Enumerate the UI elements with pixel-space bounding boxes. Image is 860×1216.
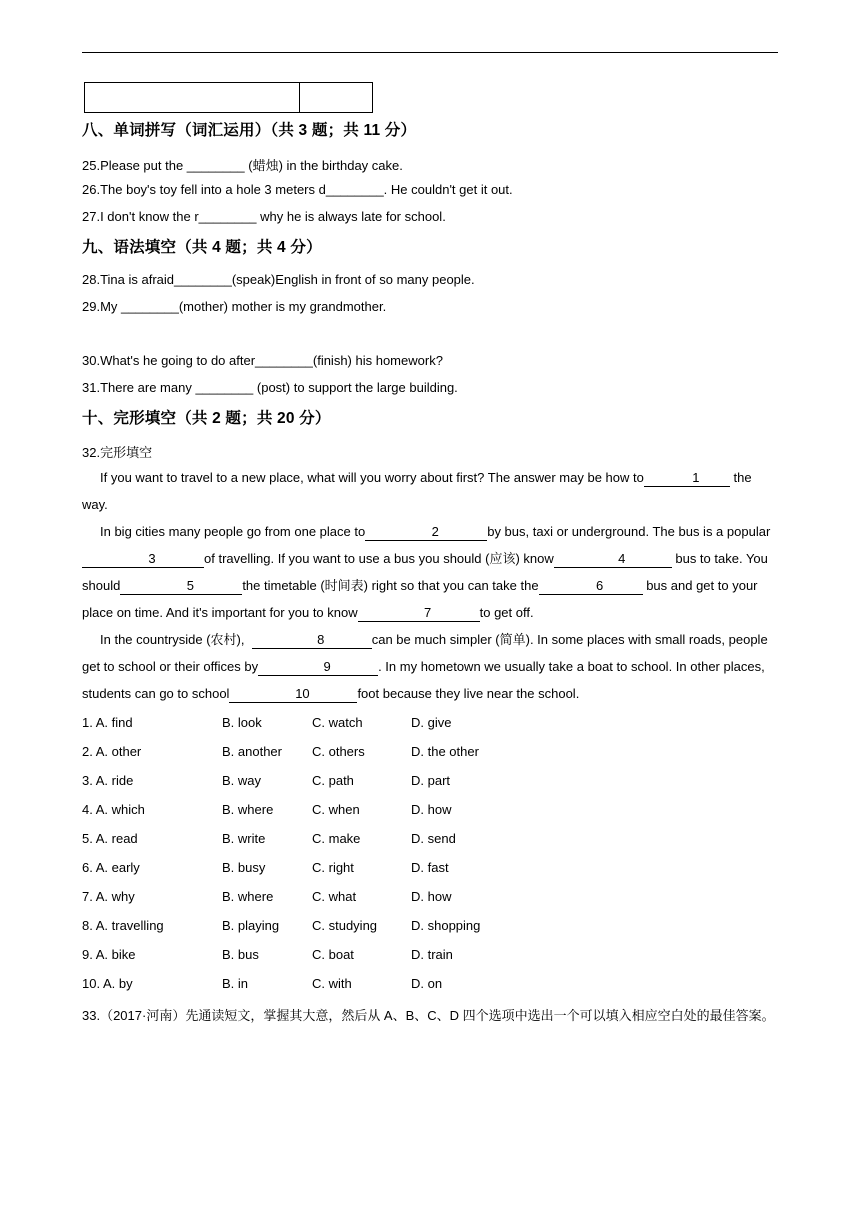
blank-2: 2	[365, 524, 487, 541]
passage-paragraph-2	[82, 518, 779, 626]
option-c[interactable]: C. right	[312, 860, 354, 875]
option-a[interactable]: 4. A. which	[82, 802, 145, 817]
option-c[interactable]: C. when	[312, 802, 360, 817]
section-9-heading: 九、语法填空（共 4 题；共 4 分）	[82, 239, 322, 256]
passage-text: can be much simpler (简单). In some places with small roads, people get to school or their offices by	[82, 632, 768, 674]
option-row-1	[82, 715, 582, 733]
option-row-7	[82, 889, 582, 907]
option-d[interactable]: D. fast	[411, 860, 449, 875]
option-d[interactable]: D. shopping	[411, 918, 481, 933]
option-c[interactable]: C. what	[312, 889, 357, 904]
option-row-4	[82, 802, 582, 820]
question-28: 28.Tina is afraid________(speak)English in front of so many people.	[82, 272, 475, 287]
blank-3: 3	[82, 551, 204, 568]
option-a[interactable]: 6. A. early	[82, 860, 140, 875]
option-d[interactable]: D. on	[411, 976, 443, 991]
option-c[interactable]: C. others	[312, 744, 365, 759]
score-table	[84, 82, 373, 113]
option-a[interactable]: 2. A. other	[82, 744, 142, 759]
option-c[interactable]: C. make	[312, 831, 361, 846]
option-c[interactable]: C. boat	[312, 947, 354, 962]
passage-paragraph-1	[82, 464, 779, 518]
question-32-title: 32.完形填空	[82, 445, 153, 460]
blank-8: 8	[252, 632, 372, 649]
option-c[interactable]: C. with	[312, 976, 352, 991]
passage-text: the timetable (时间表) right so that you can take the	[242, 578, 539, 593]
option-b[interactable]: B. where	[222, 889, 274, 904]
option-row-6	[82, 860, 582, 878]
header-rule	[82, 52, 778, 53]
passage-text: to get off.	[479, 605, 534, 620]
option-b[interactable]: B. busy	[222, 860, 266, 875]
cloze-passage	[82, 464, 779, 707]
option-d[interactable]: D. part	[411, 773, 451, 788]
option-d[interactable]: D. how	[411, 802, 452, 817]
option-a[interactable]: 5. A. read	[82, 831, 138, 846]
blank-5: 5	[120, 578, 242, 595]
option-d[interactable]: D. give	[411, 715, 452, 730]
question-29: 29.My ________(mother) mother is my grandmother.	[82, 299, 387, 314]
option-a[interactable]: 10. A. by	[82, 976, 133, 991]
option-a[interactable]: 9. A. bike	[82, 947, 136, 962]
option-row-2	[82, 744, 582, 762]
question-26: 26.The boy's toy fell into a hole 3 meters d________. He couldn't get it out.	[82, 182, 513, 197]
passage-paragraph-3	[82, 626, 779, 707]
option-d[interactable]: D. train	[411, 947, 453, 962]
passage-text: foot because they live near the school.	[357, 686, 580, 701]
blank-9: 9	[258, 659, 378, 676]
blank-7: 7	[358, 605, 480, 622]
option-row-10	[82, 976, 582, 994]
passage-text: of travelling. If you want to use a bus you should (应该) know	[204, 551, 554, 566]
option-c[interactable]: C. path	[312, 773, 354, 788]
section-10-heading: 十、完形填空（共 2 题；共 20 分）	[82, 410, 331, 427]
option-a[interactable]: 1. A. find	[82, 715, 133, 730]
option-row-5	[82, 831, 582, 849]
option-row-9	[82, 947, 582, 965]
option-a[interactable]: 7. A. why	[82, 889, 135, 904]
passage-text: In the countryside (农村),	[100, 632, 245, 647]
option-b[interactable]: B. bus	[222, 947, 259, 962]
passage-text: If you want to travel to a new place, what will you worry about first? The answer may be how to	[100, 470, 644, 485]
option-c[interactable]: C. watch	[312, 715, 363, 730]
passage-text: In big cities many people go from one place to	[100, 524, 366, 539]
option-d[interactable]: D. the other	[411, 744, 479, 759]
passage-text: bus and get to your place on time. And it's important for you to know	[82, 578, 758, 620]
blank-6: 6	[539, 578, 643, 595]
option-a[interactable]: 8. A. travelling	[82, 918, 164, 933]
question-31: 31.There are many ________ (post) to support the large building.	[82, 380, 458, 395]
option-b[interactable]: B. way	[222, 773, 262, 788]
option-row-3	[82, 773, 582, 791]
option-b[interactable]: B. write	[222, 831, 266, 846]
option-b[interactable]: B. in	[222, 976, 249, 991]
option-c[interactable]: C. studying	[312, 918, 378, 933]
score-cell-label	[85, 83, 300, 112]
option-b[interactable]: B. playing	[222, 918, 280, 933]
question-27: 27.I don't know the r________ why he is always late for school.	[82, 209, 446, 224]
section-8-heading: 八、单词拼写（词汇运用）（共 3 题；共 11 分）	[82, 122, 417, 139]
question-25: 25.Please put the ________ (蜡烛) in the birthday cake.	[82, 158, 403, 173]
option-b[interactable]: B. look	[222, 715, 262, 730]
option-d[interactable]: D. how	[411, 889, 452, 904]
score-cell-value	[300, 83, 372, 112]
blank-1: 1	[644, 470, 730, 487]
passage-text: . In my hometown we usually take a boat to school. In other places, students can go to school	[82, 659, 765, 701]
passage-text: the way.	[82, 470, 752, 512]
passage-text: by bus, taxi or underground. The bus is a popular	[487, 524, 771, 539]
option-row-8	[82, 918, 582, 936]
option-a[interactable]: 3. A. ride	[82, 773, 134, 788]
question-33: 33.（2017·河南）先通读短文，掌握其大意，然后从 A、B、C、D 四个选项中选出一个可以填入相应空白处的最佳答案。	[82, 1008, 775, 1023]
blank-4: 4	[554, 551, 672, 568]
option-d[interactable]: D. send	[411, 831, 456, 846]
question-30: 30.What's he going to do after________(finish) his homework?	[82, 353, 443, 368]
option-b[interactable]: B. where	[222, 802, 274, 817]
blank-10: 10	[229, 686, 357, 703]
option-b[interactable]: B. another	[222, 744, 282, 759]
passage-text: bus to take. You should	[82, 551, 768, 593]
